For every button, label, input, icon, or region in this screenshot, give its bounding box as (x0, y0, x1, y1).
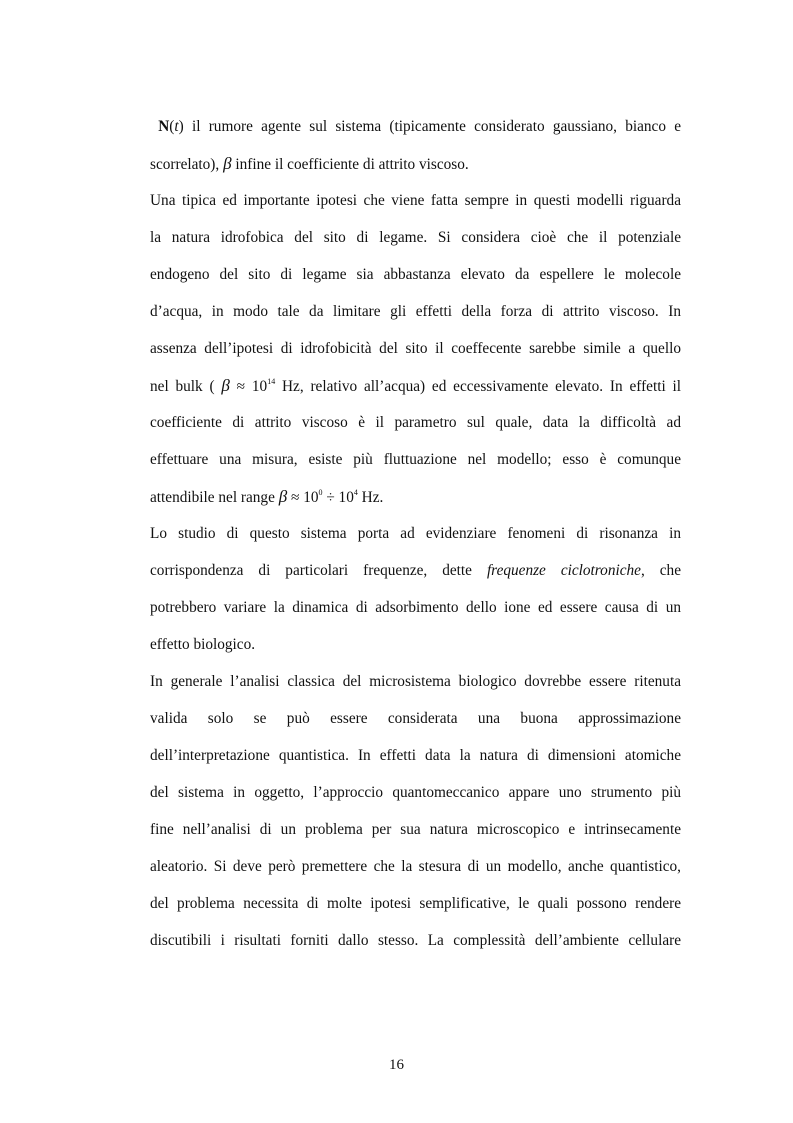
exponent: 0 (318, 488, 323, 497)
time-variable: t (174, 118, 179, 135)
text-segment: ÷ 10 (322, 489, 354, 506)
text-segment: del problema necessita di molte ipotesi semplificative, le quali possono rendere (150, 895, 681, 912)
exponent: 4 (353, 488, 358, 497)
exponent: 14 (267, 377, 276, 386)
text-segment: del sistema in oggetto, l’approccio quantomeccanico appare uno strumento più (150, 784, 681, 801)
text-segment: d’acqua, in modo tale da limitare gli effetti della forza di attrito viscoso. In (150, 303, 681, 320)
page-number: 16 (389, 1057, 404, 1073)
text-line (150, 108, 681, 145)
text-segment: Hz, relativo all’acqua) ed eccessivamente elevato. In effetti il (275, 378, 682, 395)
text-segment: infine il coefficiente di attrito viscoso. (231, 156, 469, 173)
text-line (150, 404, 681, 441)
text-segment: dell’interpretazione quantistica. In effetti data la natura di dimensioni atomiche (150, 747, 681, 764)
text-segment: il rumore agente sul sistema (tipicamente considerato gaussiano, bianco e (183, 118, 681, 135)
text-line (150, 700, 681, 737)
text-line (150, 885, 681, 922)
text-segment: In generale l’analisi classica del microsistema biologico dovrebbe essere ritenuta (150, 673, 681, 690)
text-line (150, 589, 681, 626)
text-line (150, 848, 681, 885)
text-line (150, 663, 681, 700)
text-segment: effetto biologico. (150, 636, 256, 653)
text-line (150, 441, 681, 478)
text-segment: assenza dell’ipotesi di idrofobicità del sito il coeffecente sarebbe simile a quello (150, 340, 681, 357)
text-line (150, 478, 681, 515)
text-segment: ≈ 10 (287, 489, 319, 506)
body-text (150, 108, 681, 959)
text-segment: Lo studio di questo sistema porta ad evidenziare fenomeni di risonanza in (150, 525, 681, 542)
text-segment: ≈ 10 (229, 378, 268, 395)
text-segment: nel bulk ( (150, 378, 222, 395)
text-segment: la natura idrofobica del sito di legame. Si considera cioè che il potenziale (150, 229, 681, 246)
text-line (150, 367, 681, 404)
text-line (150, 256, 681, 293)
text-line (150, 182, 681, 219)
text-line (150, 811, 681, 848)
italic-term: frequenze ciclotroniche (486, 562, 641, 579)
text-line (150, 552, 681, 589)
text-line (150, 626, 681, 663)
text-line (150, 293, 681, 330)
text-line (150, 145, 681, 182)
noise-symbol: N (158, 118, 170, 135)
text-segment: ( (169, 118, 175, 135)
text-segment: , che (640, 562, 681, 579)
text-segment: potrebbero variare la dinamica di adsorbimento dello ione ed essere causa di un (150, 599, 681, 616)
text-line (150, 737, 681, 774)
text-segment: discutibili i risultati forniti dallo stesso. La complessità dell’ambiente cellulare (150, 932, 681, 949)
text-line (150, 922, 681, 959)
beta-symbol: β (221, 376, 230, 395)
beta-symbol: β (223, 154, 232, 173)
text-segment: corrispondenza di particolari frequenze, dette (150, 562, 487, 579)
beta-symbol: β (278, 487, 288, 506)
text-segment: scorrelato), (150, 156, 224, 173)
text-segment: coefficiente di attrito viscoso è il parametro sul quale, data la difficoltà ad (150, 414, 681, 431)
text-segment: Hz. (357, 489, 384, 506)
text-segment: aleatorio. Si deve però premettere che la stesura di un modello, anche quantistico, (150, 858, 681, 875)
text-segment: ) (178, 118, 184, 135)
text-segment: Una tipica ed importante ipotesi che viene fatta sempre in questi modelli riguarda (150, 192, 681, 209)
text-line (150, 330, 681, 367)
text-segment: effettuare una misura, esiste più fluttuazione nel modello; esso è comunque (150, 451, 681, 468)
text-line (150, 219, 681, 256)
text-segment: attendibile nel range (150, 489, 279, 506)
text-line (150, 515, 681, 552)
text-line (150, 774, 681, 811)
text-segment: endogeno del sito di legame sia abbastanza elevato da espellere le molecole (150, 266, 681, 283)
text-segment: fine nell’analisi di un problema per sua natura microscopico e intrinsecamente (150, 821, 681, 838)
text-segment: valida solo se può essere considerata una buona approssimazione (150, 710, 681, 727)
